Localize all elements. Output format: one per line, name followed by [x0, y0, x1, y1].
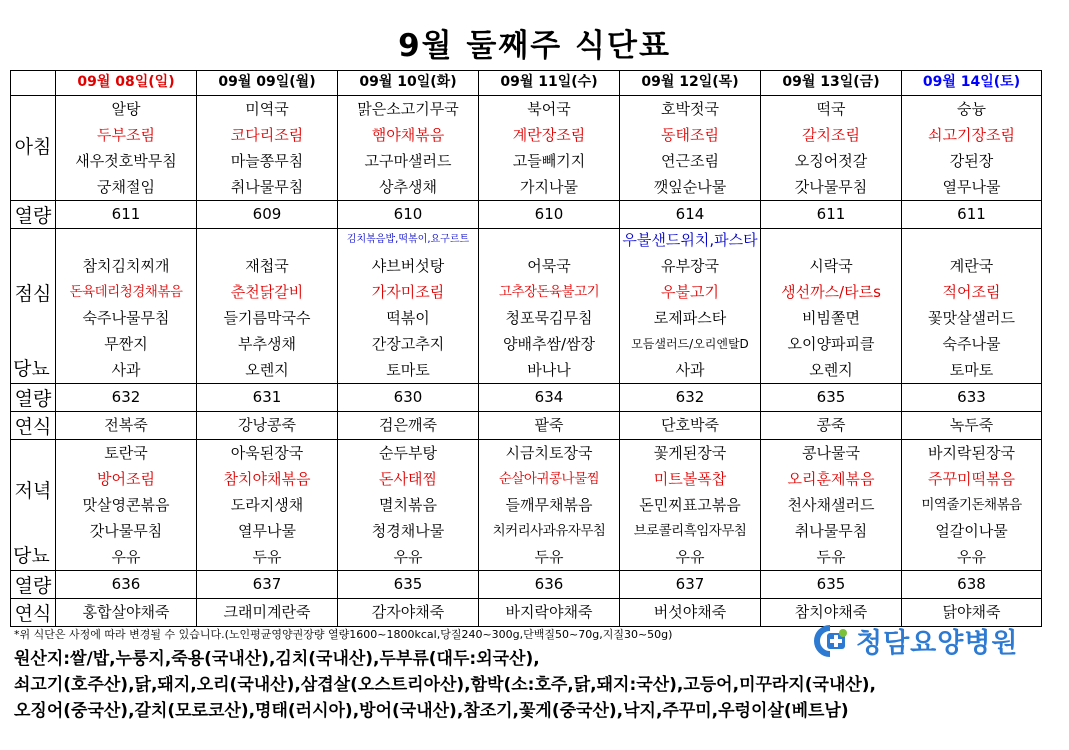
- menu-item: 청경채나물: [371, 522, 445, 540]
- menu-item: 재첩국: [245, 257, 289, 275]
- diabetic-item: 두유: [252, 548, 282, 566]
- menu-item: 아욱된장국: [230, 444, 304, 462]
- soft-food-item: 녹두죽: [902, 412, 1042, 440]
- calorie-value: 636: [56, 571, 197, 599]
- diabetic-item: 두유: [534, 548, 564, 566]
- meal-label-cell: [11, 96, 56, 201]
- menu-item: 꽃게된장국: [653, 444, 727, 462]
- diabetic-item: 우유: [393, 548, 423, 566]
- menu-item: 로제파스타: [653, 309, 727, 327]
- calorie-value: 609: [197, 201, 338, 229]
- calorie-value: 632: [56, 384, 197, 412]
- menu-item: 열무나물: [942, 178, 1001, 196]
- menu-item: 오리훈제볶음: [787, 470, 875, 488]
- soft-food-item: 닭야채죽: [902, 599, 1042, 627]
- meal-label: 점심: [14, 283, 52, 305]
- menu-item: 꽃맛살샐러드: [928, 309, 1015, 327]
- menu-item: 참치야채볶음: [223, 470, 311, 488]
- day-header: 09월 13일(금): [761, 71, 902, 96]
- calorie-value: 635: [761, 571, 902, 599]
- origin-line: 원산지:쌀/밥,누룽지,죽용(국내산),김치(국내산),두부류(대두:외국산),: [14, 649, 540, 669]
- diabetic-item: 오렌지: [809, 361, 853, 379]
- calorie-value: 611: [56, 201, 197, 229]
- calories-label: 열량: [11, 571, 56, 599]
- day-dinner-cell: [479, 440, 620, 571]
- menu-item: 부추생채: [238, 335, 296, 353]
- day-lunch-cell: [479, 229, 620, 384]
- menu-item: 쇠고기장조림: [928, 126, 1015, 144]
- diabetic-item: 사과: [675, 361, 705, 379]
- lunch-special-note: [902, 229, 1041, 253]
- menu-item: 우불고기: [661, 283, 719, 301]
- menu-item: 주꾸미떡볶음: [928, 470, 1015, 488]
- menu-item: 들깨무채볶음: [505, 496, 593, 514]
- menu-item: 고추장돈육불고기: [498, 284, 600, 300]
- calorie-value: 635: [338, 571, 479, 599]
- soft-food-item: 바지락야채죽: [479, 599, 620, 627]
- menu-item: 고들빼기지: [512, 152, 586, 170]
- day-breakfast-cell: [479, 96, 620, 201]
- menu-item: 두부조림: [97, 126, 155, 144]
- menu-item: 마늘쫑무침: [230, 152, 304, 170]
- soft-food-item: 홍합살야채죽: [56, 599, 197, 627]
- day-dinner-cell: [902, 440, 1042, 571]
- lunch-special-note: 김치볶음밥,떡볶이,요구르트: [346, 234, 470, 245]
- menu-item: 멸치볶음: [379, 496, 437, 514]
- diabetic-item: 바나나: [527, 361, 571, 379]
- day-lunch-cell: [197, 229, 338, 384]
- calorie-value: 636: [479, 571, 620, 599]
- menu-item: 갓나물무침: [794, 178, 868, 196]
- meal-label-cell: [11, 440, 56, 571]
- meal-plan-table: [10, 70, 1042, 627]
- lunch-special-note: [761, 229, 901, 253]
- day-lunch-cell: [56, 229, 197, 384]
- day-header: 09월 08일(일): [56, 71, 197, 96]
- soft-food-label: 연식: [11, 599, 56, 627]
- menu-item: 도라지생채: [230, 496, 304, 514]
- menu-item: 코다리조림: [230, 126, 304, 144]
- soft-food-item: 콩죽: [761, 412, 902, 440]
- menu-item: 방어조림: [97, 470, 155, 488]
- day-dinner-cell: [338, 440, 479, 571]
- menu-change-note: *위 식단은 사정에 따라 변경될 수 있습니다.(노인평균영양권장량 열량1600~1800kcal,당질240~300g,단백질50~70g,지질30~50g): [14, 628, 673, 641]
- menu-item: 얼갈이나물: [935, 522, 1008, 540]
- diabetic-item: 오렌지: [245, 361, 289, 379]
- menu-item: 숭늉: [957, 100, 986, 118]
- soft-food-item: 단호박죽: [620, 412, 761, 440]
- day-breakfast-cell: [197, 96, 338, 201]
- menu-item: 참치김치찌개: [82, 257, 170, 275]
- calories-label: 열량: [11, 201, 56, 229]
- meal-label: 저녁: [14, 480, 52, 502]
- menu-item: 치커리사과유자무침: [492, 523, 606, 539]
- menu-item: 맑은소고기무국: [357, 100, 459, 118]
- menu-item: 간장고추지: [371, 335, 445, 353]
- calorie-value: 638: [902, 571, 1042, 599]
- day-header: 09월 14일(토): [902, 71, 1042, 96]
- day-lunch-cell: [620, 229, 761, 384]
- menu-item: 고구마샐러드: [364, 152, 452, 170]
- calorie-value: 610: [479, 201, 620, 229]
- diabetic-item: 두유: [816, 548, 846, 566]
- day-breakfast-cell: [338, 96, 479, 201]
- diabetic-item: 우유: [111, 548, 141, 566]
- soft-food-item: 감자야채죽: [338, 599, 479, 627]
- menu-item: 춘천닭갈비: [230, 283, 304, 301]
- menu-item: 오이양파피클: [787, 335, 875, 353]
- menu-item: 가지나물: [520, 178, 578, 196]
- calorie-value: 637: [620, 571, 761, 599]
- soft-food-item: 버섯야채죽: [620, 599, 761, 627]
- menu-item: 갓나물무침: [89, 522, 163, 540]
- menu-item: 순두부탕: [379, 444, 437, 462]
- menu-item: 시금치토장국: [505, 444, 593, 462]
- calories-row: [11, 571, 1042, 599]
- soft-food-item: 크래미계란죽: [197, 599, 338, 627]
- calorie-value: 611: [902, 201, 1042, 229]
- soft-food-item: 전복죽: [56, 412, 197, 440]
- menu-item: 비빔쫄면: [802, 309, 860, 327]
- menu-item: 떡볶이: [386, 309, 430, 327]
- lunch-special-note: 우불샌드위치,파스타: [622, 231, 758, 249]
- diabetic-item: 우유: [957, 548, 986, 566]
- menu-item: 미트볼폭찹: [653, 470, 727, 488]
- diabetic-item: 토마토: [949, 361, 994, 379]
- menu-item: 모듬샐러드/오리엔탈D: [631, 337, 749, 351]
- calorie-value: 614: [620, 201, 761, 229]
- lunch-special-note: [56, 229, 196, 253]
- soft-food-item: 검은깨죽: [338, 412, 479, 440]
- soft-food-label: 연식: [11, 412, 56, 440]
- menu-item: 콩나물국: [802, 444, 860, 462]
- menu-item: 취나물무침: [794, 522, 868, 540]
- menu-item: 숙주나물: [942, 335, 1001, 353]
- menu-item: 가자미조림: [371, 283, 445, 301]
- diabetic-item: 우유: [675, 548, 705, 566]
- lunch-special-note: [479, 229, 619, 253]
- menu-item: 천사채샐러드: [787, 496, 875, 514]
- soft-food-row: [11, 412, 1042, 440]
- menu-item: 깻잎순나물: [653, 178, 727, 196]
- menu-item: 무짠지: [104, 335, 148, 353]
- dinner-row: [11, 440, 1042, 571]
- calorie-value: 611: [761, 201, 902, 229]
- calorie-value: 610: [338, 201, 479, 229]
- day-dinner-cell: [620, 440, 761, 571]
- day-breakfast-cell: [620, 96, 761, 201]
- menu-item: 계란국: [949, 257, 994, 275]
- day-header: 09월 12일(목): [620, 71, 761, 96]
- menu-item: 햄야채볶음: [371, 126, 445, 144]
- menu-item: 갈치조림: [802, 126, 860, 144]
- day-header: 09월 09일(월): [197, 71, 338, 96]
- menu-item: 샤브버섯탕: [371, 257, 445, 275]
- menu-item: 청포묵김무침: [505, 309, 593, 327]
- calories-row: [11, 384, 1042, 412]
- menu-item: 취나물무침: [230, 178, 304, 196]
- page-title: 9월 둘째주 식단표: [398, 28, 671, 64]
- diabetic-item: 사과: [111, 361, 141, 379]
- day-breakfast-cell: [902, 96, 1042, 201]
- day-breakfast-cell: [761, 96, 902, 201]
- menu-item: 돈사태찜: [379, 470, 437, 488]
- day-dinner-cell: [761, 440, 902, 571]
- origin-line: 쇠고기(호주산),닭,돼지,오리(국내산),삼겹살(오스트리아산),함박(소:호주,닭,돼지:국산),고등어,미꾸라지(국내산),: [14, 675, 877, 695]
- menu-item: 호박젓국: [661, 100, 719, 118]
- breakfast-row: [11, 96, 1042, 201]
- calorie-value: 631: [197, 384, 338, 412]
- diabetic-item: 토마토: [386, 361, 430, 379]
- menu-item: 미역줄기돈채볶음: [921, 497, 1022, 513]
- corner-cell: [11, 71, 56, 96]
- soft-food-item: 팥죽: [479, 412, 620, 440]
- hospital-name: 청담요양병원: [856, 628, 1019, 659]
- menu-item: 적어조림: [942, 283, 1001, 301]
- menu-item: 떡국: [816, 100, 846, 118]
- soft-food-item: 강낭콩죽: [197, 412, 338, 440]
- menu-item: 바지락된장국: [928, 444, 1015, 462]
- menu-item: 어묵국: [527, 257, 571, 275]
- menu-item: 양배추쌈/쌈장: [503, 335, 595, 353]
- day-dinner-cell: [197, 440, 338, 571]
- origin-info: [14, 646, 876, 724]
- menu-item: 새우젓호박무침: [75, 152, 177, 170]
- menu-item: 계란장조림: [512, 126, 586, 144]
- menu-item: 궁채절임: [97, 178, 155, 196]
- menu-item: 생선까스/타르s: [781, 283, 881, 301]
- menu-item: 브로콜리흑임자무침: [633, 523, 747, 539]
- menu-item: 알탕: [111, 100, 141, 118]
- menu-item: 상추생채: [379, 178, 437, 196]
- soft-food-item: 참치야채죽: [761, 599, 902, 627]
- day-lunch-cell: [338, 229, 479, 384]
- menu-item: 순살아귀콩나물찜: [498, 471, 600, 487]
- calorie-value: 637: [197, 571, 338, 599]
- day-breakfast-cell: [56, 96, 197, 201]
- menu-item: 열무나물: [238, 522, 296, 540]
- header-row: [11, 71, 1042, 96]
- calorie-value: 630: [338, 384, 479, 412]
- day-header: 09월 11일(수): [479, 71, 620, 96]
- calorie-value: 633: [902, 384, 1042, 412]
- menu-item: 연근조림: [661, 152, 719, 170]
- calorie-value: 634: [479, 384, 620, 412]
- day-header: 09월 10일(화): [338, 71, 479, 96]
- day-lunch-cell: [761, 229, 902, 384]
- menu-item: 강된장: [949, 152, 994, 170]
- meal-label: 아침: [14, 136, 52, 158]
- day-dinner-cell: [56, 440, 197, 571]
- meal-label-cell: [11, 229, 56, 384]
- menu-item: 돈민찌표고볶음: [639, 496, 741, 514]
- menu-item: 들기름막국수: [223, 309, 311, 327]
- lunch-special-note: [197, 229, 337, 253]
- lunch-row: [11, 229, 1042, 384]
- calories-label: 열량: [11, 384, 56, 412]
- calorie-value: 635: [761, 384, 902, 412]
- diabetic-label: 당뇨: [13, 358, 50, 380]
- menu-item: 숙주나물무침: [82, 309, 170, 327]
- menu-item: 북어국: [527, 100, 571, 118]
- calorie-value: 632: [620, 384, 761, 412]
- menu-item: 시락국: [809, 257, 853, 275]
- menu-item: 동태조림: [661, 126, 719, 144]
- day-lunch-cell: [902, 229, 1042, 384]
- calories-row: [11, 201, 1042, 229]
- menu-item: 미역국: [245, 100, 289, 118]
- menu-item: 맛살영콘볶음: [82, 496, 170, 514]
- menu-item: 토란국: [104, 444, 148, 462]
- menu-item: 유부장국: [661, 257, 719, 275]
- menu-item: 오징어젓갈: [794, 152, 868, 170]
- diabetic-label: 당뇨: [13, 545, 50, 567]
- menu-item: 돈육데리청경채볶음: [69, 284, 183, 300]
- origin-line: 오징어(중국산),갈치(모로코산),명태(러시아),방어(국내산),참조기,꽃게(중국산),낙지,주꾸미,우렁이살(베트남): [14, 701, 849, 721]
